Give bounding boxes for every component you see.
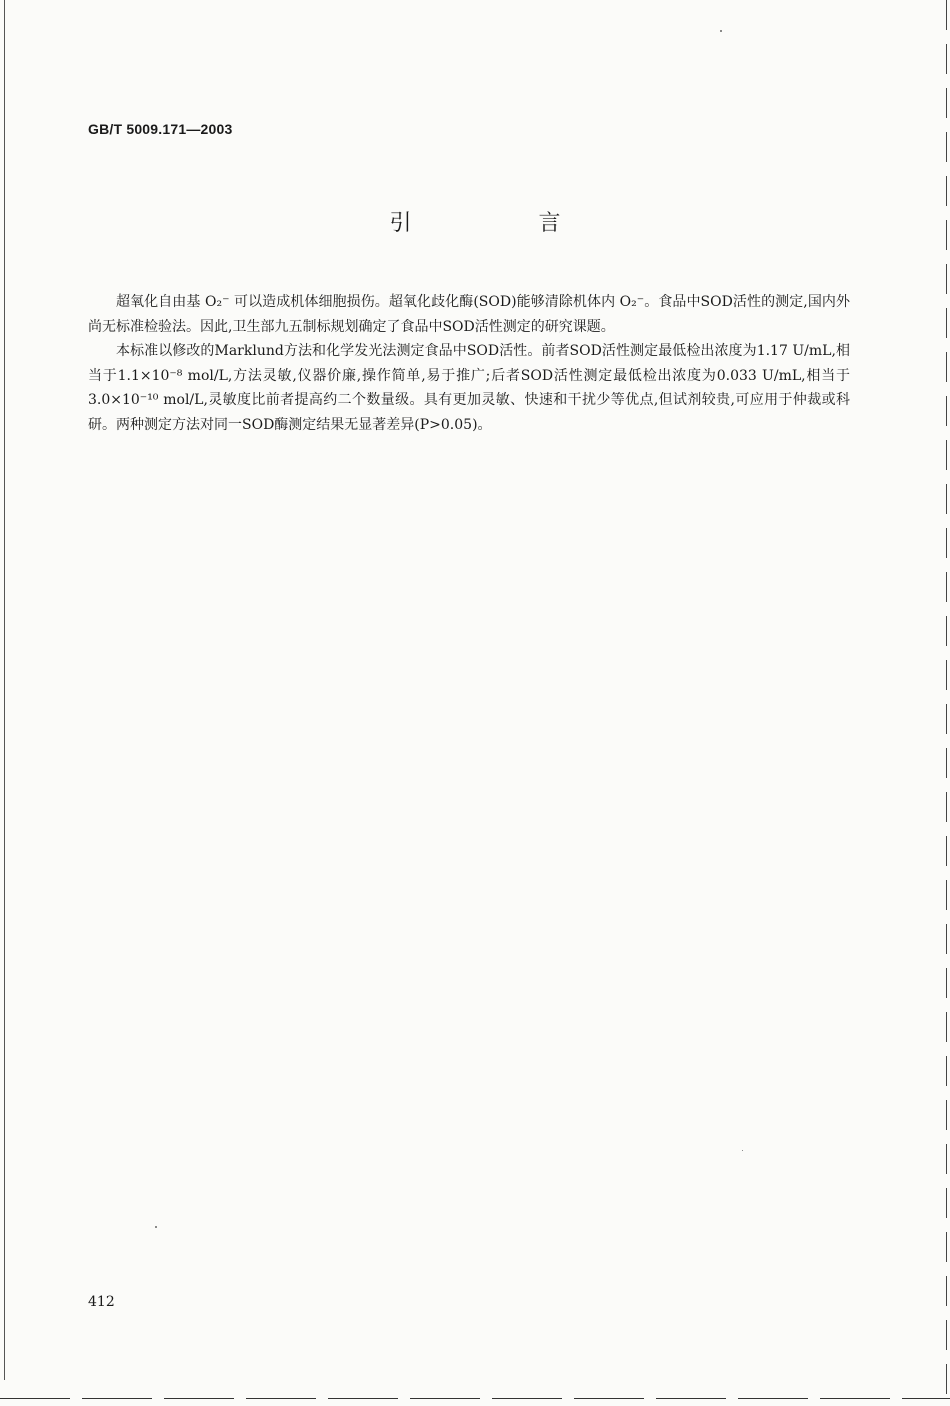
document-code: GB/T 5009.171—2003 bbox=[88, 121, 233, 137]
page-number: 412 bbox=[88, 1294, 115, 1310]
scan-edge-bottom bbox=[0, 1398, 950, 1399]
body-text bbox=[88, 290, 850, 437]
page-title: 引 言 bbox=[389, 211, 621, 236]
scan-speck bbox=[742, 1150, 743, 1151]
scan-speck bbox=[155, 1226, 157, 1228]
paragraph-2: 本标准以修改的Marklund方法和化学发光法测定食品中SOD活性。前者SOD活性测定最低检出浓度为1.17 U/mL,相当于1.1×10⁻⁸ mol/L,方法灵敏,仪器价廉,操作简单,易于推广;后者SOD活性测定最低检出浓度为0.033 U/mL,相当于3.0×10⁻¹⁰ mol/L,灵敏度比前者提高约二个数量级。具有更加灵敏、快速和干扰少等优点,但试剂较贵,可应用于仲裁或科研。两种测定方法对同一SOD酶测定结果无显著差异(P>0.05)。 bbox=[88, 343, 850, 433]
scan-speck bbox=[720, 30, 722, 32]
paragraph-1: 超氧化自由基 O₂⁻ 可以造成机体细胞损伤。超氧化歧化酶(SOD)能够清除机体内 O₂⁻。食品中SOD活性的测定,国内外尚无标准检验法。因此,卫生部九五制标规划确定了食品中SOD活性测定的研究课题。 bbox=[88, 294, 850, 335]
